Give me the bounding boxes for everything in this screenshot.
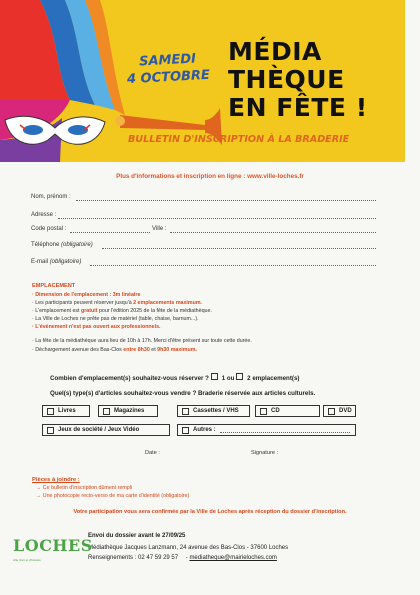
contact-phone: 02 47 59 29 57 — [138, 555, 179, 561]
phone-field[interactable] — [102, 248, 376, 249]
event-date — [117, 49, 219, 88]
signature-label: Signature : — [251, 450, 279, 456]
emplacement-line-7: · Déchargement avenue des Bas-Clos entre 8h30 et 9h30 maximum. — [32, 347, 197, 353]
phone-label: Téléphone (obligatoire) — [31, 242, 93, 248]
question-emplacements: Combien d'emplacement(s) souhaitez-vous réserver ? 1 ou 2 emplacement(s) — [50, 375, 300, 382]
checkbox-autres[interactable]: Autres : — [177, 424, 356, 436]
autres-field[interactable] — [220, 432, 350, 433]
email-field[interactable] — [90, 265, 376, 266]
title-line-3: EN FÊTE ! — [228, 93, 368, 122]
email-label: E-mail (obligatoire) — [31, 259, 82, 265]
checkbox-livres[interactable]: Livres — [42, 405, 90, 417]
bulletin-subtitle: BULLETIN D'INSCRIPTION À LA BRADERIE — [128, 134, 350, 145]
emplacement-line-3: · L'emplacement est gratuit pour l'édition 2025 de la fête de la médiathèque. — [32, 308, 212, 314]
date-label: Date : — [145, 450, 160, 456]
piece-1: → Ce bulletin d'inscription dûment rempli — [36, 485, 133, 491]
header-banner — [0, 0, 405, 162]
piece-2: → Une photocopie recto-verso de ma carte d'identité (obligatoire) — [36, 493, 190, 499]
event-title — [228, 38, 368, 122]
name-field[interactable] — [76, 200, 376, 201]
mediatheque-address: Médiathèque Jacques Lanzmann, 24 avenue des Bas-Clos - 37600 Loches — [88, 545, 289, 551]
title-line-2: THÈQUE — [228, 65, 345, 94]
emplacement-line-4: · La Ville de Loches ne prête pas de matériel (table, chaise, barnum...). — [32, 316, 199, 322]
loches-logo: LOCHES — [13, 536, 93, 555]
title-line-1: MÉDIA — [228, 37, 322, 66]
checkbox-magazines[interactable]: Magazines — [98, 405, 158, 417]
emplacement-line-6: · La fête de la médiathèque aura lieu de 10h à 17h. Merci d'être présent sur toute cette durée. — [32, 338, 252, 344]
event-day: SAMEDI — [138, 51, 197, 70]
contact-line: Renseignements : 02 47 59 29 57 - mediatheque@mairieloches.com — [88, 555, 277, 561]
pieces-heading: Pièces à joindre : — [32, 477, 80, 483]
checkbox-cd[interactable]: CD — [255, 405, 320, 417]
phone-note: (obligatoire) — [61, 242, 93, 248]
checkbox-cassettes-vhs[interactable]: Cassettes / VHS — [177, 405, 250, 417]
confirmation-text: Votre participation vous sera confirmée par la Ville de Loches après réception du dossier d'inscription. — [73, 509, 347, 515]
postal-label: Code postal : — [31, 226, 67, 232]
deadline: Envoi du dossier avant le 27/09/25 — [88, 533, 186, 539]
checkbox-jeux[interactable]: Jeux de société / Jeux Vidéo — [42, 424, 170, 436]
name-label: Nom, prénom : — [31, 194, 71, 200]
email-note: (obligatoire) — [49, 259, 82, 265]
emplacement-line-1: · Dimension de l'emplacement : 3m linéaire — [32, 292, 141, 298]
checkbox-one-emplacement[interactable] — [211, 373, 218, 380]
emplacement-line-5: · L'évènement n'est pas ouvert aux professionnels. — [32, 324, 161, 330]
info-line: Plus d'informations et inscription en ligne : www.ville-loches.fr — [116, 173, 304, 180]
city-field[interactable] — [170, 232, 376, 233]
city-label: Ville : — [152, 226, 167, 232]
question-articles: Quel(s) type(s) d'articles souhaitez-vous vendre ? Braderie réservée aux articles culturels. — [50, 390, 316, 397]
event-date-text: 4 OCTOBRE — [126, 67, 211, 88]
emplacement-heading: EMPLACEMENT — [32, 283, 76, 289]
contact-email[interactable]: mediatheque@mairieloches.com — [189, 555, 277, 561]
logo-tagline: ville d'art et d'histoire — [13, 558, 41, 562]
checkbox-dvd[interactable]: DVD — [323, 405, 356, 417]
emplacement-line-2: · Les participants peuvent réserver jusqu'à 2 emplacements maximum. — [32, 300, 203, 306]
address-label: Adresse : — [31, 212, 57, 218]
checkbox-two-emplacements[interactable] — [236, 373, 243, 380]
address-field[interactable] — [58, 218, 376, 219]
postal-field[interactable] — [70, 232, 150, 233]
